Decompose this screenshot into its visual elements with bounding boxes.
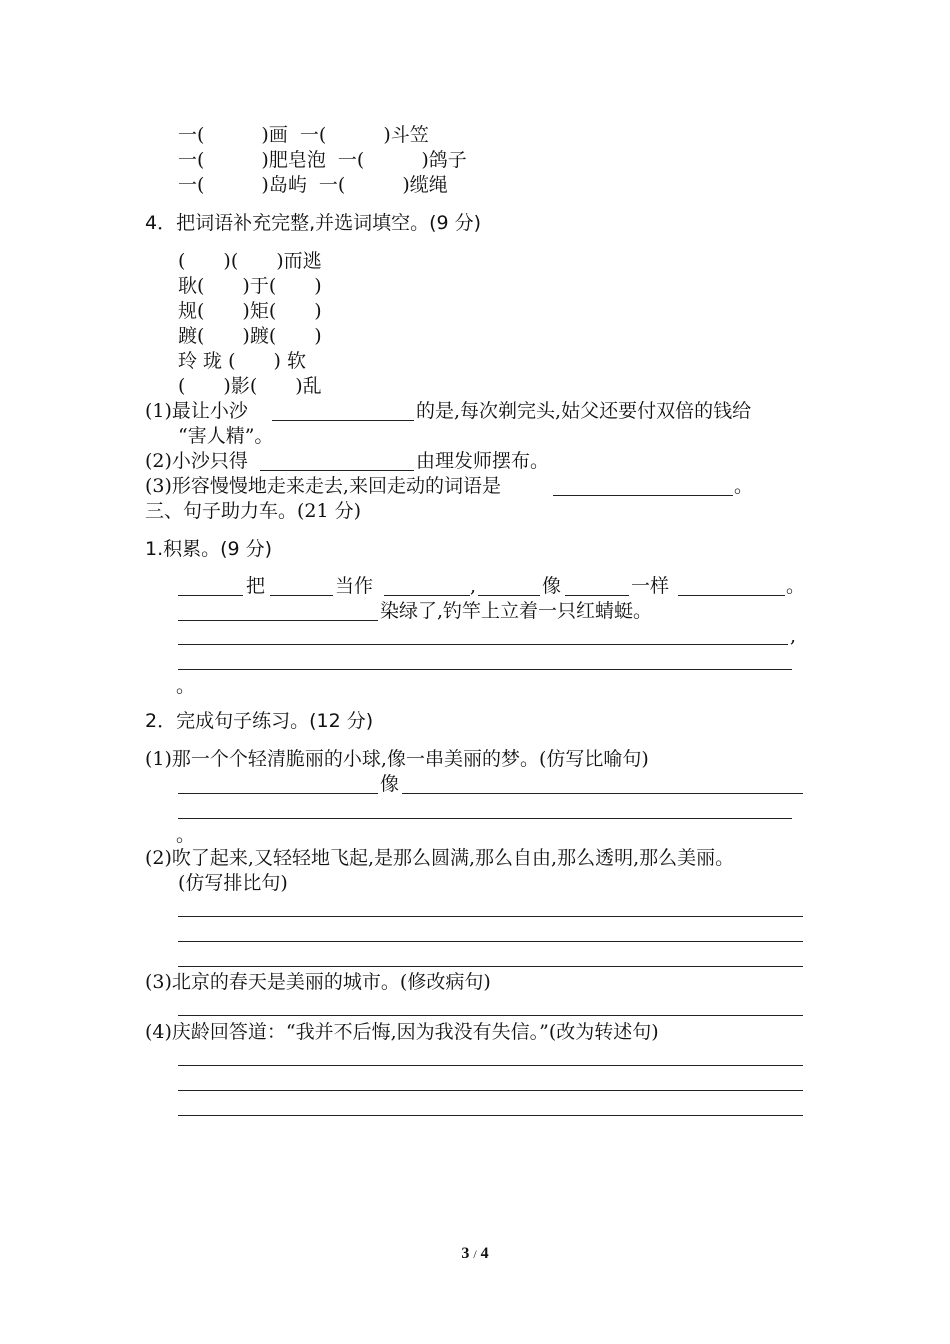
q1-blank-3[interactable] — [384, 595, 470, 596]
q2-part4-line-2[interactable] — [178, 1090, 803, 1091]
q1-blank-5[interactable] — [565, 595, 629, 596]
q4-title: 4．把词语补充完整,并选词填空。(9 分) — [145, 212, 482, 234]
q2-part1-xiang: 像 — [380, 773, 400, 795]
q4-word-5: 玲 珑 ( ) 软 — [178, 350, 306, 372]
q1-word-xiang: 像 — [542, 575, 562, 597]
q1-answer-line-1[interactable] — [178, 644, 788, 645]
q4-sentence-1b: 的是,每次剃完头,姑父还要付双倍的钱给 — [416, 400, 752, 422]
q2-part2-line-1[interactable] — [178, 916, 803, 917]
q4-word-4: 踱( )踱( ) — [178, 325, 322, 347]
q1-line2-text: 染绿了,钓竿上立着一只红蜻蜓。 — [380, 600, 653, 622]
page-number — [0, 1245, 950, 1263]
q1-blank-2[interactable] — [270, 595, 333, 596]
q1-blank-4[interactable] — [478, 595, 540, 596]
q2-part2-line-3[interactable] — [178, 966, 803, 967]
q2-part4-line-3[interactable] — [178, 1115, 803, 1116]
page-total: 4 — [480, 1245, 489, 1262]
q1-word-yiyang: 一样 — [631, 575, 670, 597]
q4-blank-3[interactable] — [553, 495, 733, 496]
q4-sentence-3b: 。 — [734, 475, 754, 497]
q4-word-6: ( )影( )乱 — [178, 375, 322, 397]
q1-blank-1[interactable] — [178, 595, 243, 596]
q4-word-3: 规( )矩( ) — [178, 300, 322, 322]
q2-part3-prompt: (3)北京的春天是美丽的城市。(修改病句) — [145, 971, 491, 993]
q1-answer-period: 。 — [176, 675, 196, 697]
section3-title: 三、句子助力车。(21 分) — [145, 500, 362, 522]
q2-part2-line-2[interactable] — [178, 941, 803, 942]
measure-word-line-1: 一( )画 一( )斗笠 — [178, 124, 429, 146]
q2-part2-prompt: (2)吹了起来,又轻轻地飞起,是那么圆满,那么自由,那么透明,那么美丽。 — [145, 847, 735, 869]
q4-sentence-1a: (1)最让小沙 — [145, 400, 248, 422]
q4-sentence-1c: “害人精”。 — [178, 425, 274, 447]
q4-blank-1[interactable] — [272, 420, 414, 421]
q4-word-2: 耿( )于( ) — [178, 275, 322, 297]
q4-sentence-2b: 由理发师摆布。 — [416, 450, 550, 472]
q1-answer-line-2[interactable] — [178, 669, 792, 670]
q1-comma: , — [470, 575, 477, 597]
q4-sentence-3a: (3)形容慢慢地走来走去,来回走动的词语是 — [145, 475, 501, 497]
measure-word-line-2: 一( )肥皂泡 一( )鸽子 — [178, 149, 467, 171]
q2-title: 2．完成句子练习。(12 分) — [145, 710, 374, 732]
q4-blank-2[interactable] — [260, 470, 414, 471]
q2-part2-note: (仿写排比句) — [178, 872, 288, 894]
q2-part4-line-1[interactable] — [178, 1065, 803, 1066]
q1-title: 1.积累。(9 分) — [145, 538, 273, 560]
q4-word-1: ( )( )而逃 — [178, 250, 322, 272]
q2-part1-line-2[interactable] — [178, 818, 792, 819]
q1-blank-6[interactable] — [678, 595, 785, 596]
q2-part4-prompt: (4)庆龄回答道：“我并不后悔,因为我没有失信。”(改为转述句) — [145, 1021, 659, 1043]
q2-part1-prompt: (1)那一个个轻清脆丽的小球,像一串美丽的梦。(仿写比喻句) — [145, 748, 649, 770]
q2-part3-line-1[interactable] — [178, 1015, 803, 1016]
measure-word-line-3: 一( )岛屿 一( )缆绳 — [178, 174, 448, 196]
q1-answer-comma: , — [790, 625, 797, 647]
q2-part1-period: 。 — [176, 824, 196, 846]
q1-blank-7[interactable] — [178, 620, 378, 621]
page-separator: / — [473, 1247, 477, 1261]
q1-word-dangzuo: 当作 — [335, 575, 374, 597]
q2-part1-blank-b[interactable] — [402, 793, 803, 794]
q2-part1-blank-a[interactable] — [178, 793, 378, 794]
q4-sentence-2a: (2)小沙只得 — [145, 450, 248, 472]
q1-period-1: 。 — [786, 575, 806, 597]
q1-word-ba: 把 — [246, 575, 266, 597]
page-current: 3 — [461, 1245, 470, 1262]
